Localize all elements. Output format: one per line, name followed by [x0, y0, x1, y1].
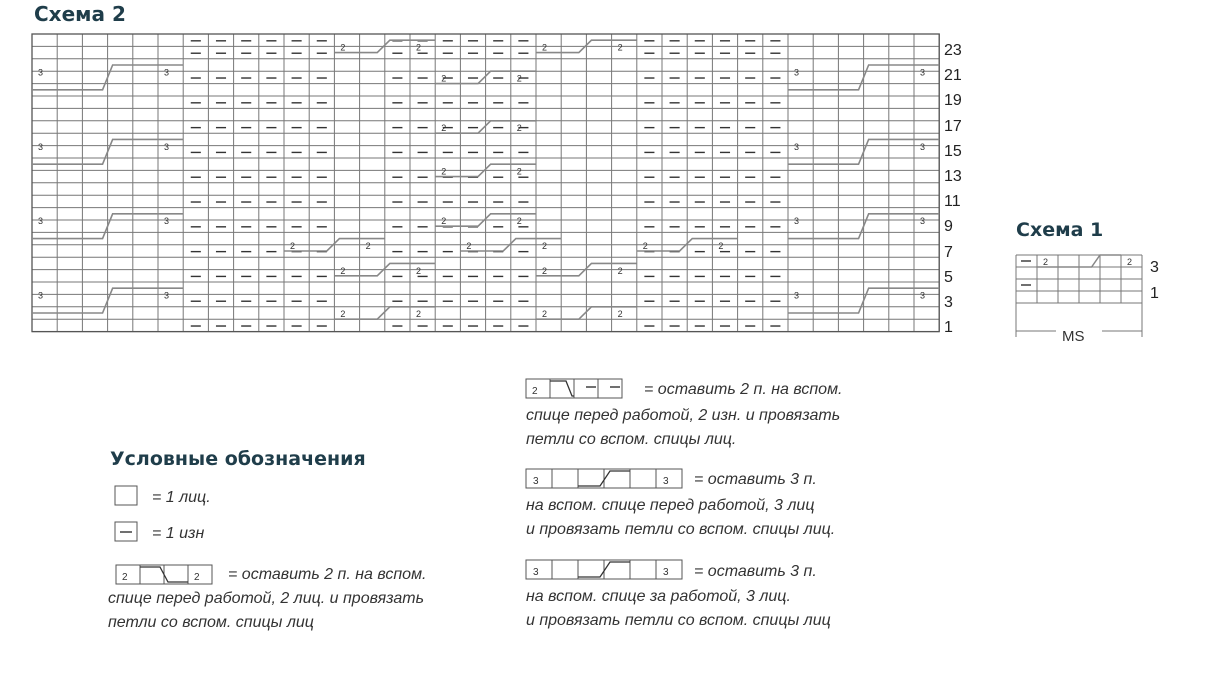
cable-2-knit-symbol: [116, 565, 212, 584]
cable-digit: 2: [340, 265, 346, 276]
row-number: 7: [944, 243, 953, 261]
legend-cable3-back-line2: на вспом. спице за работой, 3 лиц.: [526, 588, 791, 605]
symbol-digit: 3: [663, 567, 669, 578]
cable-digit: 3: [38, 67, 44, 78]
row-number: 21: [944, 67, 962, 85]
cable-3-front-symbol: [526, 469, 682, 488]
symbol-digit: 3: [533, 567, 539, 578]
row-number: 1: [944, 319, 953, 337]
cable-digit: 3: [38, 216, 44, 227]
cable-digit: 2: [441, 123, 447, 134]
cable-digit: 2: [340, 42, 346, 53]
cable-digit: 2: [617, 265, 623, 276]
cable-digit: 2: [1043, 257, 1049, 267]
cable-digit: 2: [416, 309, 422, 320]
row-number: 17: [944, 117, 962, 135]
cable-digit: 2: [542, 265, 548, 276]
scheme-1-title: Схема 1: [1016, 219, 1104, 241]
cable-digit: 3: [38, 290, 44, 301]
cable-digit: 2: [617, 309, 623, 320]
legend-cable-knit-line1: = оставить 2 п. на вспом.: [228, 566, 427, 583]
cable-digit: 3: [794, 290, 800, 301]
cable-digit: 2: [1127, 257, 1133, 267]
legend-cable3-front-line3: и провязать петли со вспом. спицы лиц.: [526, 521, 836, 538]
symbol-digit: 2: [194, 572, 200, 583]
cable-digit: 3: [164, 216, 170, 227]
row-number: 3: [944, 294, 953, 311]
cable-digit: 2: [416, 265, 422, 276]
row-number: 9: [944, 218, 953, 236]
cable-line: [550, 381, 574, 396]
cable-digit: 3: [920, 141, 926, 152]
symbol-digit: 3: [663, 476, 669, 487]
cable-digit: 2: [642, 241, 648, 251]
row-number: 1: [1150, 285, 1159, 302]
cable-digit: 2: [365, 241, 371, 251]
symbol-digit: 3: [533, 476, 539, 487]
cable-digit: 2: [542, 42, 548, 53]
cable-digit: 2: [441, 216, 447, 227]
cable-digit: 2: [516, 216, 522, 227]
symbol-digit: 2: [532, 386, 538, 397]
cable-digit: 2: [718, 241, 724, 251]
cable-digit: 3: [794, 67, 800, 78]
cable-digit: 2: [340, 309, 346, 320]
legend-cable3-front-line1: = оставить 3 п.: [694, 471, 817, 488]
legend-knit-text: = 1 лиц.: [152, 489, 211, 506]
cable-digit: 3: [38, 141, 44, 152]
cable-digit: 3: [794, 216, 800, 227]
cable-digit: 3: [920, 67, 926, 78]
cable-3-back-symbol: [526, 560, 682, 579]
scheme-2-title: Схема 2: [34, 2, 126, 26]
cable-digit: 2: [542, 309, 548, 320]
legend-cable-purl-line1: = оставить 2 п. на вспом.: [644, 381, 843, 398]
cable-digit: 2: [441, 73, 447, 84]
cable-digit: 2: [290, 241, 296, 251]
legend-cable-purl-line2: спице перед работой, 2 изн. и провязать: [526, 407, 841, 424]
legend-cable3-back-line3: и провязать петли со вспом. спицы лиц: [526, 612, 831, 629]
row-number: 13: [944, 168, 962, 185]
row-number: 11: [944, 193, 961, 211]
cable-digit: 2: [416, 42, 422, 53]
cable-digit: 3: [794, 141, 800, 152]
legend-heading: Условные обозначения: [110, 448, 366, 470]
cable-digit: 2: [441, 166, 447, 177]
cable-digit: 3: [920, 290, 926, 301]
legend-cable3-back-line1: = оставить 3 п.: [694, 563, 817, 580]
row-number: 23: [944, 42, 962, 59]
row-number: 5: [944, 268, 953, 286]
cable-digit: 3: [164, 290, 170, 301]
row-number: 15: [944, 142, 962, 160]
cable-digit: 2: [516, 166, 522, 177]
cable-2-purl-symbol: [526, 379, 622, 398]
knit-symbol: [115, 486, 137, 505]
symbol-digit: 2: [122, 572, 128, 583]
cable-digit: 2: [516, 123, 522, 134]
repeat-label: MS: [1062, 328, 1085, 345]
cable-digit: 2: [617, 42, 623, 53]
legend-cable3-front-line2: на вспом. спице перед работой, 3 лиц: [526, 497, 815, 514]
row-number: 3: [1150, 259, 1159, 276]
row-number: 19: [944, 92, 962, 110]
legend-purl-text: = 1 изн: [152, 525, 205, 542]
cable-digit: 3: [164, 141, 170, 152]
cable-digit: 2: [466, 241, 472, 251]
cable-digit: 2: [516, 73, 522, 84]
legend-cable-knit-line3: петли со вспом. спицы лиц: [108, 614, 314, 631]
legend-cable-purl-line3: петли со вспом. спицы лиц.: [526, 431, 737, 448]
legend-cable-knit-line2: спице перед работой, 2 лиц. и провязать: [108, 590, 425, 607]
cable-digit: 3: [920, 216, 926, 227]
cable-digit: 3: [164, 67, 170, 78]
cable-digit: 2: [542, 241, 548, 251]
